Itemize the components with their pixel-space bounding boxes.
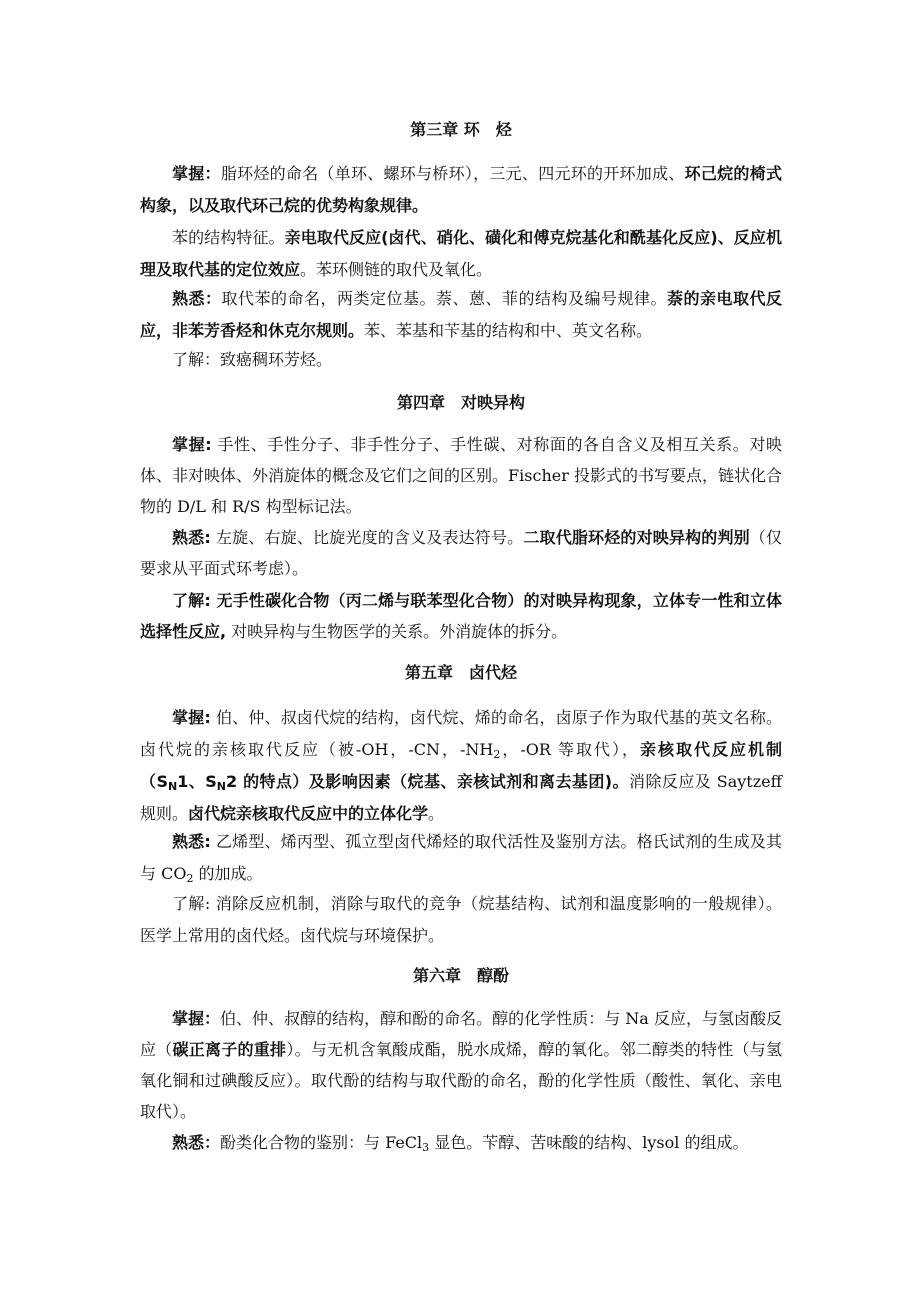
ch3-familiar-paragraph [140, 283, 782, 347]
ch3-familiar-text: 取代苯的命名，两类定位基。萘、蒽、菲的结构及编号规律。 [221, 289, 667, 308]
ch3-master-paragraph [140, 158, 782, 222]
ch5-master-text-3: 消除反应及 Saytzeff 规则。 [140, 772, 782, 823]
ch3-familiar-label: 熟悉： [172, 289, 222, 308]
ch4-understand-bold: 了解: 无手性碳化合物（丙二烯与联苯型化合物）的对映异构现象，立体专一性和立体选择性反应, [140, 591, 782, 641]
ch5-master-bold: 亲核取代反应机制（$S_N1$、$S_N2$ 的特点）及影响因素（烷基、亲核试剂和离去基团)。 [140, 740, 782, 793]
fecl3-subscript: 3 [422, 1141, 430, 1154]
ch5-familiar-paragraph [140, 826, 782, 890]
ch4-understand-text: 对映异构与生物医学的关系。外消旋体的拆分。 [226, 622, 568, 641]
co2-subscript: 2 [186, 872, 194, 885]
ch3-benzene-bold: 亲电取代反应(卤代、硝化、磺化和傅克烷基化和酰基化反应)、反应机理及取代基的定位效应 [140, 228, 782, 279]
chapter-5-title: 第五章 卤代烃 [404, 663, 517, 682]
ch6-master-label: 掌握： [172, 1009, 221, 1028]
ch5-familiar-label: 熟悉: [172, 832, 211, 851]
ch5-familiar-tail: 的加成。 [193, 864, 263, 883]
chapter-4-title: 第四章 对映异构 [396, 393, 525, 412]
ch3-understand-paragraph: 了解：致癌稠环芳烃。 [172, 350, 333, 369]
ch5-master-text-2: ，-OR 等取代）， [500, 740, 640, 759]
ch6-familiar-paragraph [140, 1127, 782, 1158]
ch4-understand-paragraph [140, 585, 782, 647]
ch4-master-paragraph [140, 429, 782, 522]
ch6-familiar-text: 酚类化合物的鉴别：与 FeCl [220, 1133, 423, 1152]
chapter-6-title: 第六章 醇酚 [412, 966, 509, 985]
ch6-master-tail: ）。与无机含氧酸成酯，脱水成烯，醇的氧化。邻二醇类的特性（与氢氧化铜和过碘酸反应）。取代酚的结构与取代酚的命名，酚的化学性质（酸性、氧化、亲电取代）。 [140, 1040, 782, 1121]
ch5-master-label: 掌握: [172, 708, 211, 727]
ch3-master-text: 脂环烃的命名（单环、螺环与桥环），三元、四元环的开环加成、 [220, 164, 685, 183]
ch3-master-label: 掌握： [172, 164, 221, 183]
ch3-master-bold: 环己烷的椅式构象，以及取代环己烷的优势构象规律。 [140, 164, 782, 215]
ch4-master-text: 手性、手性分子、非手性分子、手性碳、对称面的各自含义及相互关系。对映体、非对映体、外消旋体的概念及它们之间的区别。Fischer 投影式的书写要点，链状化合物的 D/L 和 R/S 构型标记法。 [140, 435, 782, 516]
ch5-master-bold-2: 卤代烷亲核取代反应中的立体化学 [188, 804, 429, 823]
ch4-master-label: 掌握: [172, 435, 212, 454]
ch3-benzene-paragraph [140, 222, 782, 286]
ch6-master-text: 伯、仲、叔醇的结构，醇和酚的命名。醇的化学性质：与 Na 反应，与氢卤酸反应（ [140, 1009, 782, 1059]
ch6-familiar-label: 熟悉： [172, 1133, 221, 1152]
ch4-familiar-paragraph [140, 522, 782, 584]
chapter-3-title: 第三章 环 烃 [410, 120, 512, 139]
ch5-understand-paragraph: 了解: 消除反应机制，消除与取代的竞争（烷基结构、试剂和温度影响的一般规律）。医学上常用的卤代烃。卤代烷与环境保护。 [140, 894, 782, 945]
ch4-familiar-text: 左旋、右旋、比旋光度的含义及表达符号。 [210, 528, 524, 547]
ch3-familiar-bold: 萘的亲电取代反应，非苯芳香烃和休克尔规则。 [140, 289, 782, 340]
ch4-familiar-bold: 二取代脂环烃的对映异构的判别 [523, 528, 750, 547]
ch5-familiar-text: 乙烯型、烯丙型、孤立型卤代烯烃的取代活性及鉴别方法。格氏试剂的生成及其与 CO [140, 832, 782, 883]
ch6-master-paragraph [140, 1003, 782, 1127]
ch5-master-text: 伯、仲、叔卤代烷的结构，卤代烷、烯的命名，卤原子作为取代基的英文名称。卤代烷的亲核取代反应（被-OH，-CN，-NH [140, 708, 782, 759]
nh2-subscript: 2 [493, 748, 501, 761]
ch3-familiar-tail: 苯、苯基和苄基的结构和中、英文名称。 [364, 321, 653, 340]
sn1-subscript: N [167, 780, 178, 793]
ch5-master-paragraph: 掌握: 伯、仲、叔卤代烷的结构，卤代烷、烯的命名，卤原子作为取代基的英文名称。卤代烷的亲核取代反应（被-OH，-CN，$-NH_2$，-OR 等取代），亲核取代反应机制（$S_N1$、$S_N2$ 的特点）及影响因素（烷基、亲核试剂和离去基团)。消除反应及 Saytzeff 规则。卤代烷亲核取代反应中的立体化学。 [140, 708, 782, 823]
ch3-benzene-text: 苯的结构特征。 [172, 228, 285, 247]
ch4-familiar-label: 熟悉: [172, 528, 211, 547]
ch4-familiar-tail: （仅要求从平面式环考虑）。 [140, 528, 782, 578]
sn2-subscript: N [216, 780, 226, 793]
ch6-familiar-tail: 显色。苄醇、苦味酸的结构、lysol 的组成。 [429, 1133, 749, 1152]
ch6-master-bold: 碳正离子的重排 [172, 1040, 287, 1059]
ch3-benzene-tail: 。苯环侧链的取代及氧化。 [300, 260, 493, 279]
